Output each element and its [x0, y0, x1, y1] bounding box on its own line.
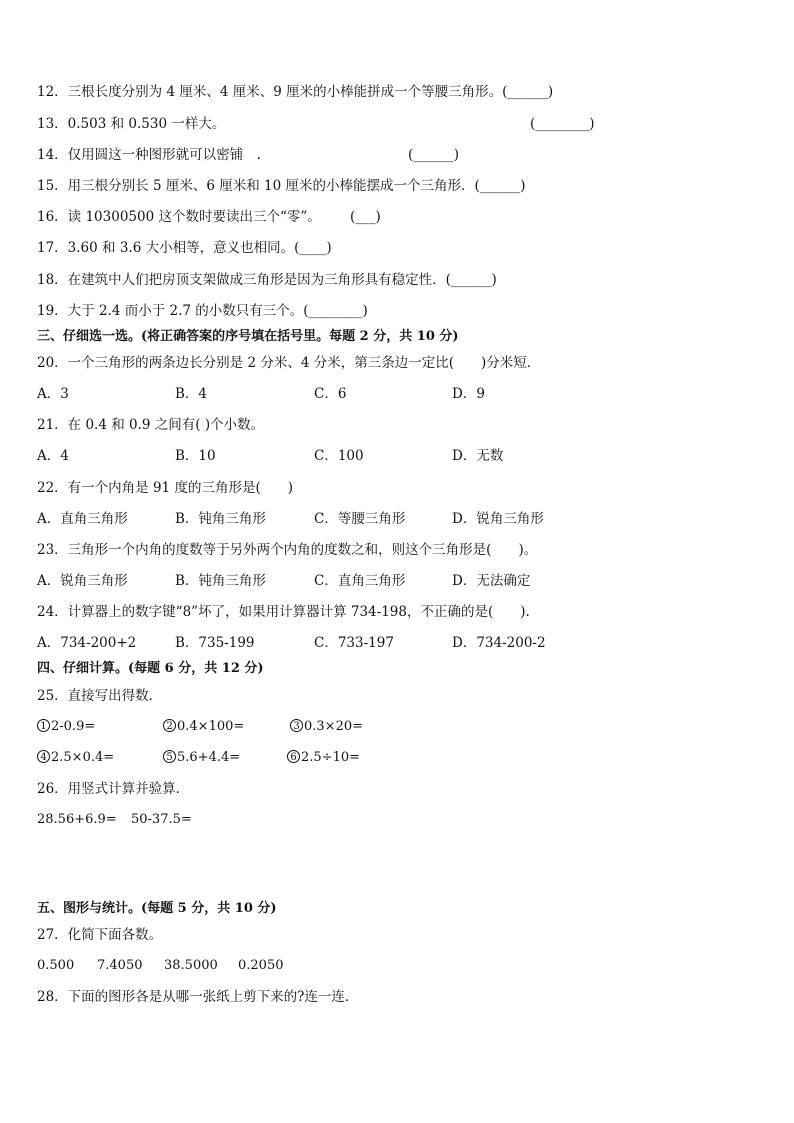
vertical-calc-item: 28.56+6.9= [37, 812, 117, 827]
vertical-calc-item: 50-37.5= [131, 812, 192, 827]
option-24-b: B．735-199 [175, 635, 255, 651]
question-17: 17．3.60 和 3.6 大小相等，意义也相同。(____) [37, 240, 332, 256]
circled-number: 3 [290, 719, 303, 732]
option-22-a: A．直角三角形 [37, 511, 128, 527]
question-19: 19．大于 2.4 而小于 2.7 的小数只有三个。(________) [37, 303, 368, 319]
calc-item [287, 749, 360, 767]
answer-blank-13: (________) [530, 116, 595, 132]
answer-blank-16: (___) [350, 209, 381, 225]
calc-expression: 2-0.9= [51, 719, 96, 734]
question-18: 18．在建筑中人们把房顶支架做成三角形是因为三角形具有稳定性．(______) [37, 272, 497, 288]
circled-number: 5 [163, 750, 176, 763]
calc-item [163, 749, 240, 767]
option-21-c: C．100 [314, 448, 364, 464]
option-23-b: B．钝角三角形 [175, 573, 266, 589]
option-20-b: B．4 [175, 386, 208, 402]
option-20-c: C．6 [314, 386, 347, 402]
number-item: 7.4050 [97, 958, 143, 973]
option-21-b: B．10 [175, 448, 216, 464]
question-26: 26．用竖式计算并验算． [37, 781, 190, 797]
option-21-a: A．4 [37, 448, 69, 464]
option-23-a: A．锐角三角形 [37, 573, 128, 589]
number-item: 0.2050 [238, 958, 284, 973]
question-24: 24．计算器上的数字键“8”坏了，如果用计算器计算 734-198，不正确的是( ). [37, 604, 530, 620]
circled-number: 4 [37, 750, 50, 763]
calc-expression: 5.6+4.4= [177, 750, 241, 765]
circled-number: 2 [163, 719, 176, 732]
question-21: 21．在 0.4 和 0.9 之间有( )个小数。 [37, 417, 265, 433]
question-23: 23．三角形一个内角的度数等于另外两个内角的度数之和，则这个三角形是( )。 [37, 542, 538, 558]
option-22-d: D．锐角三角形 [452, 511, 544, 527]
calc-expression: 2.5×0.4= [51, 750, 115, 765]
calc-expression: 0.4×100= [177, 719, 245, 734]
question-25: 25．直接写出得数． [37, 688, 163, 704]
question-14: 14．仅用圆这一种图形就可以密铺 . [37, 147, 261, 163]
question-20: 20．一个三角形的两条边长分别是 2 分米、4 分米，第三条边一定比( )分米短． [37, 355, 541, 371]
question-22: 22．有一个内角是 91 度的三角形是( ) [37, 480, 293, 496]
calc-item [37, 749, 114, 767]
circled-number: 6 [287, 750, 300, 763]
calc-item [37, 718, 95, 736]
answer-blank-14: (______) [408, 147, 460, 163]
option-23-c: C．直角三角形 [314, 573, 406, 589]
option-24-c: C．733-197 [314, 635, 394, 651]
question-13: 13．0.503 和 0.530 一样大。 [37, 116, 226, 132]
option-24-d: D．734-200-2 [452, 635, 546, 651]
question-27: 27．化简下面各数。 [37, 927, 163, 943]
question-15: 15．用三根分别长 5 厘米、6 厘米和 10 厘米的小棒能摆成一个三角形．(______) [37, 178, 526, 194]
number-item: 38.5000 [164, 958, 218, 973]
question-16: 16．读 10300500 这个数时要读出三个“零”。 [37, 209, 321, 225]
number-item: 0.500 [37, 958, 75, 973]
calc-item [290, 718, 363, 736]
option-23-d: D．无法确定 [452, 573, 531, 589]
circled-number: 1 [37, 719, 50, 732]
section-5-heading: 五、图形与统计。(每题 5 分，共 10 分) [37, 901, 277, 916]
option-20-d: D．9 [452, 386, 485, 402]
calc-expression: 0.3×20= [304, 719, 364, 734]
option-22-b: B．钝角三角形 [175, 511, 266, 527]
option-20-a: A．3 [37, 386, 69, 402]
question-28: 28．下面的图形各是从哪一张纸上剪下来的?连一连． [37, 989, 359, 1005]
question-12: 12．三根长度分别为 4 厘米、4 厘米、9 厘米的小棒能拼成一个等腰三角形。(______) [37, 84, 554, 100]
calc-item [163, 718, 244, 736]
section-3-heading: 三、仔细选一选。(将正确答案的序号填在括号里。每题 2 分，共 10 分) [37, 329, 459, 344]
calc-expression: 2.5÷10= [301, 750, 361, 765]
option-24-a: A．734-200+2 [37, 635, 137, 651]
option-22-c: C．等腰三角形 [314, 511, 406, 527]
section-4-heading: 四、仔细计算。(每题 6 分，共 12 分) [37, 661, 264, 676]
option-21-d: D．无数 [452, 448, 504, 464]
